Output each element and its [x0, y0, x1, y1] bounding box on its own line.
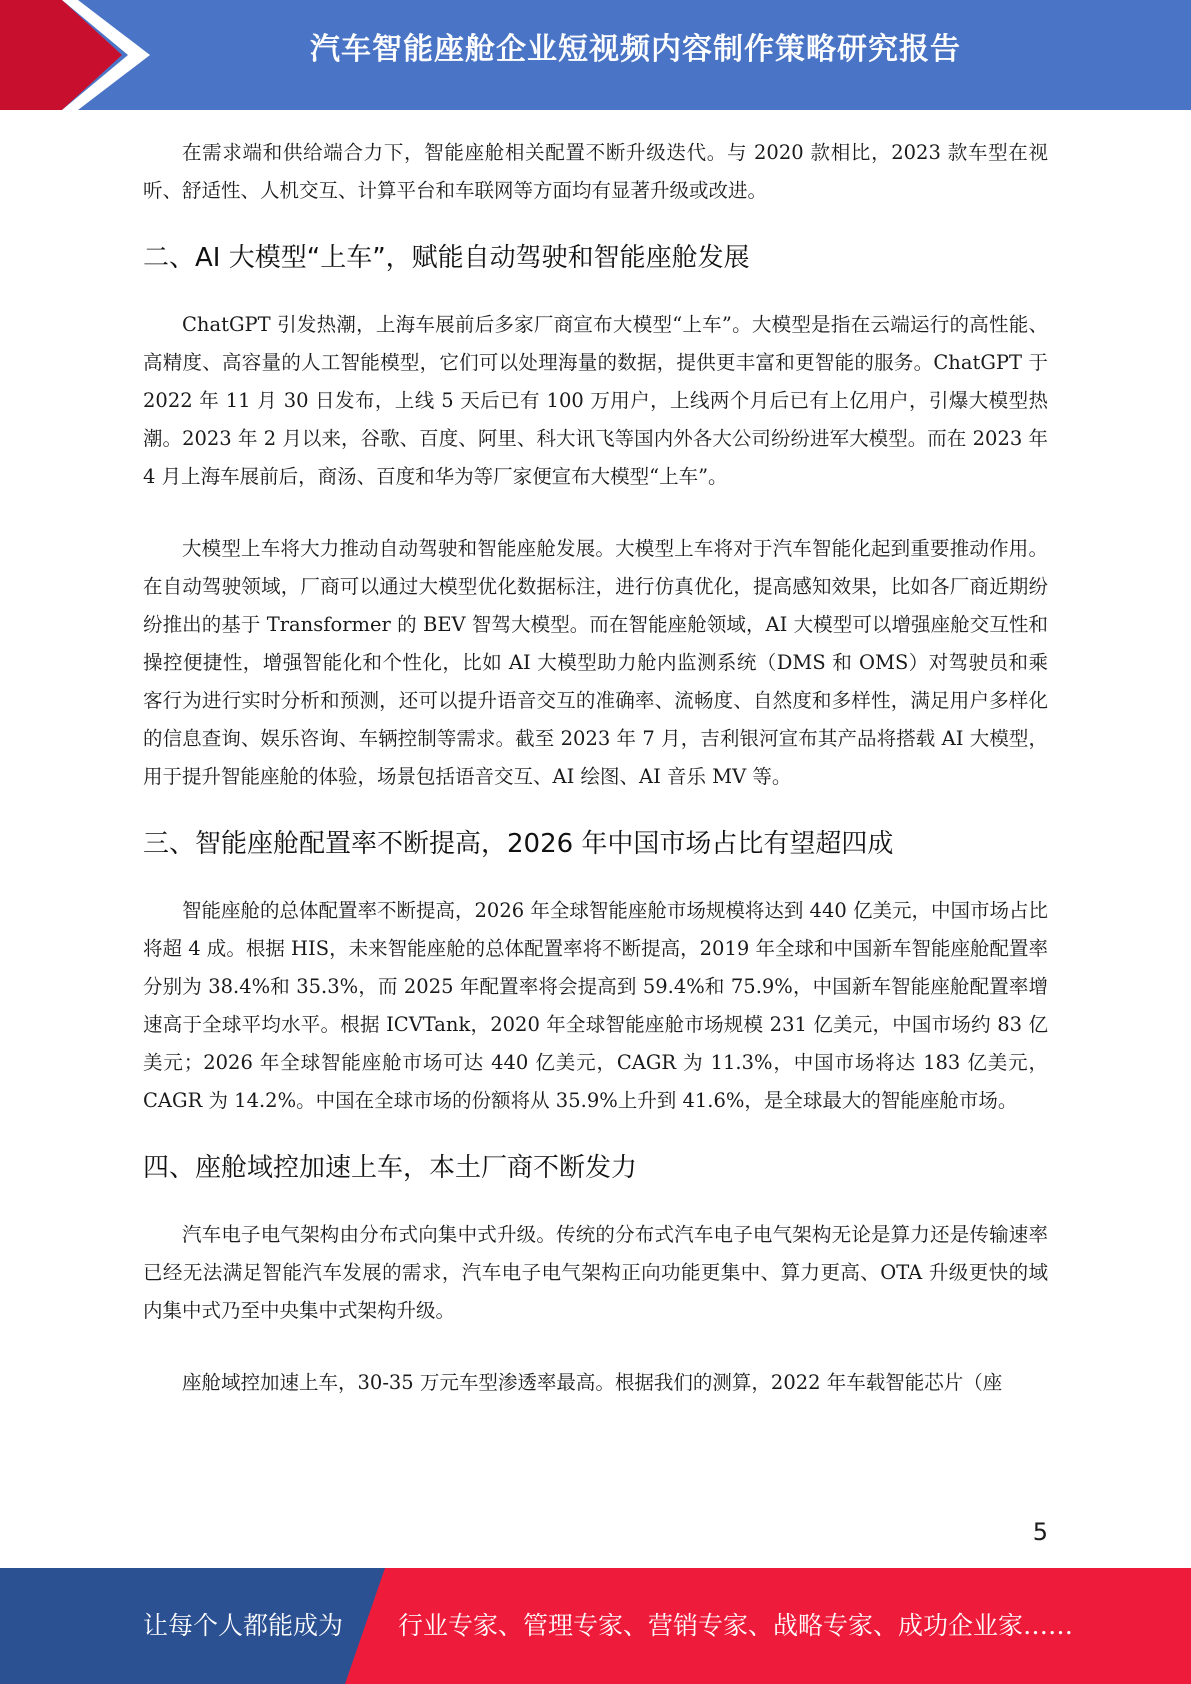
section-4-paragraph-1: 汽车电子电气架构由分布式向集中式升级。传统的分布式汽车电子电气架构无论是算力还是传输速率已经无法满足智能汽车发展的需求，汽车电子电气架构正向功能更集中、算力更高、OTA 升级更快的域内集中式乃至中央集中式架构升级。 — [143, 1223, 1048, 1322]
page-number: 5 — [1032, 1518, 1048, 1546]
document-body — [143, 134, 1048, 1402]
footer-slogan-right: 行业专家、管理专家、营销专家、战略专家、成功企业家…… — [398, 1611, 1074, 1640]
footer-slogan-left: 让每个人都能成为 — [143, 1611, 344, 1640]
section-2-paragraph-2: 大模型上车将大力推动自动驾驶和智能座舱发展。大模型上车将对于汽车智能化起到重要推动作用。在自动驾驶领域，厂商可以通过大模型优化数据标注，进行仿真优化，提高感知效果，比如各厂商近期纷纷推出的基于 Transformer 的 BEV 智驾大模型。而在智能座舱领域，AI 大模型可以增强座舱交互性和操控便捷性，增强智能化和个性化，比如 AI 大模型助力舱内监测系统（DMS 和 OMS）对驾驶员和乘客行为进行实时分析和预测，还可以提升语音交互的准确率、流畅度、自然度和多样性，满足用户多样化的信息查询、娱乐咨询、车辆控制等需求。截至 2023 年 7 月，吉利银河宣布其产品将搭载 AI 大模型，用于提升智能座舱的体验，场景包括语音交互、AI 绘图、AI 音乐 MV 等。 — [143, 537, 1048, 788]
section-3-heading: 三、智能座舱配置率不断提高，2026 年中国市场占比有望超四成 — [143, 829, 894, 859]
section-2-heading: 二、AI 大模型“上车”，赋能自动驾驶和智能座舱发展 — [143, 243, 750, 273]
section-4-heading: 四、座舱域控加速上车，本土厂商不断发力 — [143, 1153, 638, 1183]
page-header — [0, 0, 1191, 110]
intro-paragraph: 在需求端和供给端合力下，智能座舱相关配置不断升级迭代。与 2020 款相比，2023 款车型在视听、舒适性、人机交互、计算平台和车联网等方面均有显著升级或改进。 — [143, 141, 1048, 202]
section-3-paragraph-1: 智能座舱的总体配置率不断提高，2026 年全球智能座舱市场规模将达到 440 亿美元，中国市场占比将超 4 成。根据 HIS，未来智能座舱的总体配置率将不断提高，2019 年全球和中国新车智能座舱配置率分别为 38.4%和 35.3%，而 2025 年配置率将会提高到 59.4%和 75.9%，中国新车智能座舱配置率增速高于全球平均水平。根据 ICVTank，2020 年全球智能座舱市场规模 231 亿美元，中国市场约 83 亿美元；2026 年全球智能座舱市场可达 440 亿美元，CAGR 为 11.3%，中国市场将达 183 亿美元，CAGR 为 14.2%。中国在全球市场的份额将从 35.9%上升到 41.6%，是全球最大的智能座舱市场。 — [143, 899, 1048, 1112]
report-title: 汽车智能座舱企业短视频内容制作策略研究报告 — [310, 32, 961, 67]
section-4-paragraph-2: 座舱域控加速上车，30-35 万元车型渗透率最高。根据我们的测算，2022 年车载智能芯片（座 — [182, 1371, 1003, 1394]
page-footer — [0, 1568, 1191, 1684]
header-chevron-decoration — [0, 0, 160, 110]
section-2-paragraph-1: ChatGPT 引发热潮，上海车展前后多家厂商宣布大模型“上车”。大模型是指在云端运行的高性能、高精度、高容量的人工智能模型，它们可以处理海量的数据，提供更丰富和更智能的服务。ChatGPT 于 2022 年 11 月 30 日发布，上线 5 天后已有 100 万用户，上线两个月后已有上亿用户，引爆大模型热潮。2023 年 2 月以来，谷歌、百度、阿里、科大讯飞等国内外各大公司纷纷进军大模型。而在 2023 年 4 月上海车展前后，商汤、百度和华为等厂家便宣布大模型“上车”。 — [143, 313, 1048, 488]
